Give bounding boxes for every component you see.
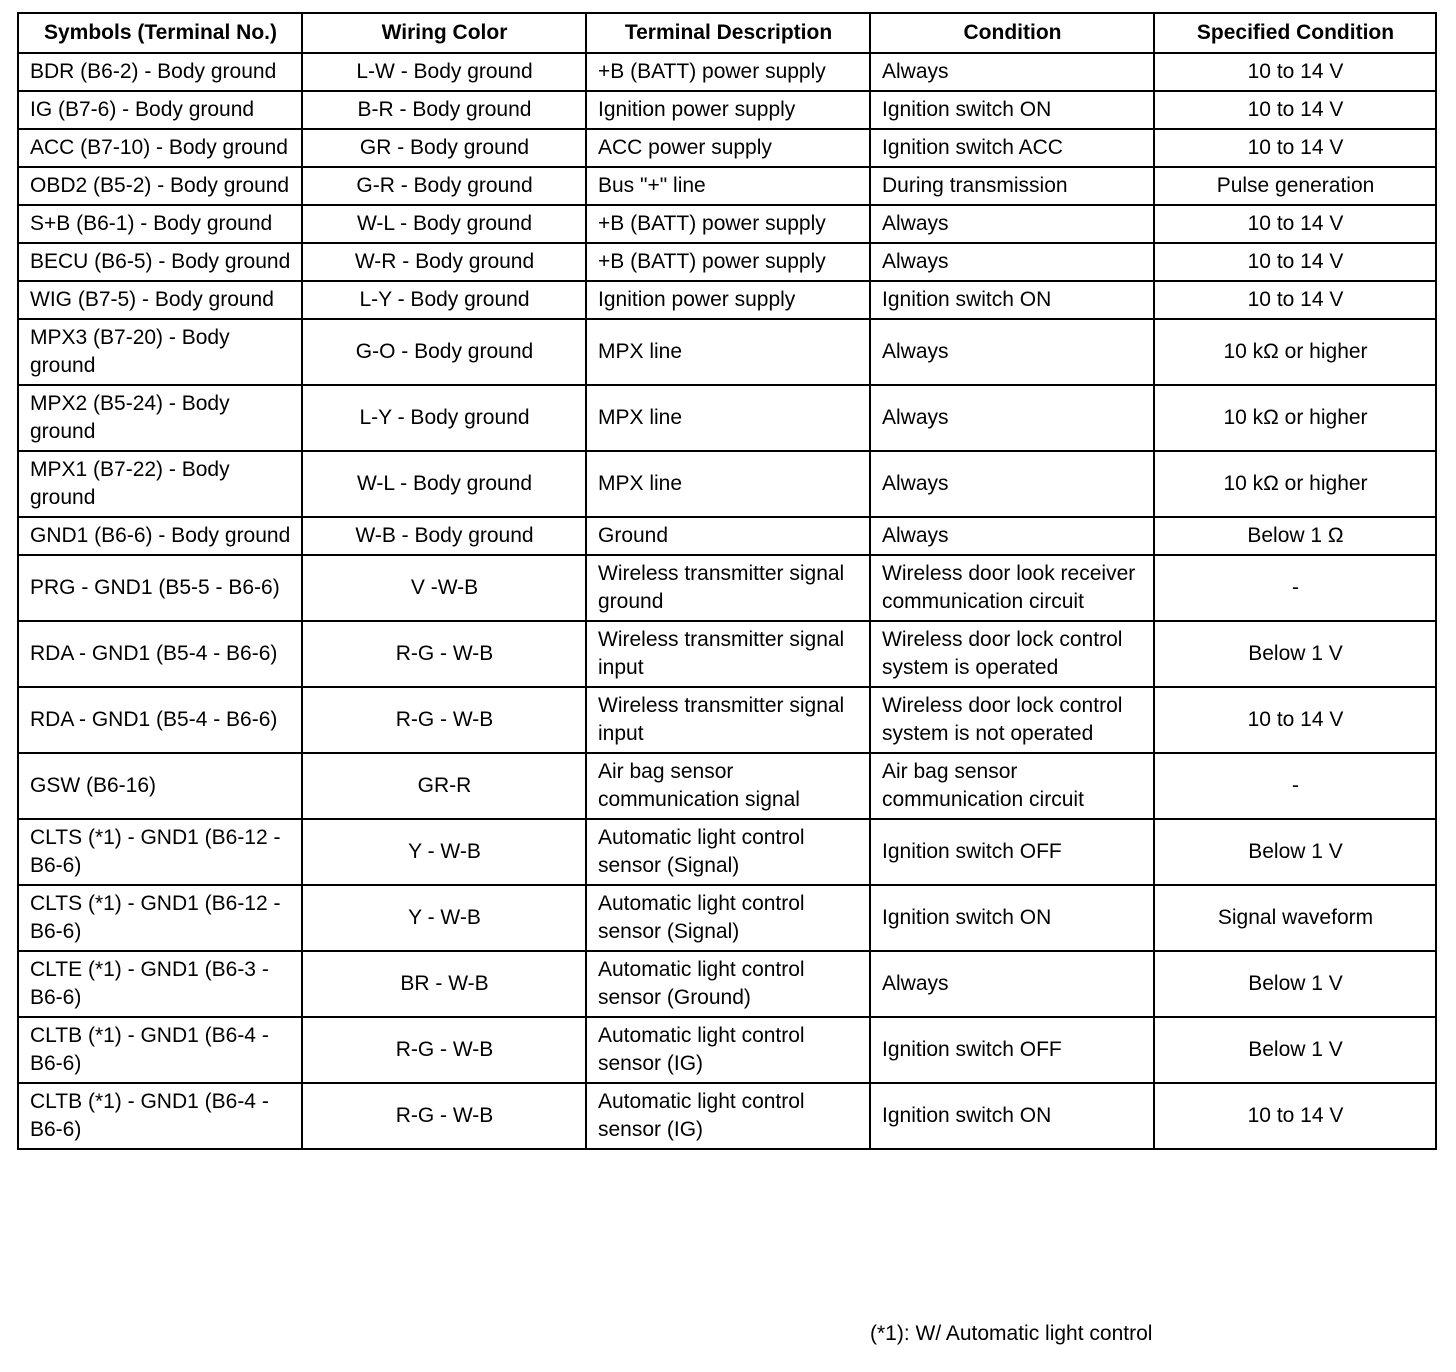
terminal-description-cell: Automatic light control sensor (IG) (586, 1083, 870, 1149)
condition-cell: Always (870, 951, 1154, 1017)
table-row (18, 91, 1436, 129)
terminal-description-cell: MPX line (586, 319, 870, 385)
table-row (18, 451, 1436, 517)
specified-condition-cell: 10 to 14 V (1154, 205, 1436, 243)
terminal-description-cell: +B (BATT) power supply (586, 53, 870, 91)
symbols-cell: WIG (B7-5) - Body ground (18, 281, 302, 319)
terminal-description-cell: Ground (586, 517, 870, 555)
header-wiring-color: Wiring Color (302, 13, 586, 53)
condition-cell: Always (870, 53, 1154, 91)
symbols-cell: ACC (B7-10) - Body ground (18, 129, 302, 167)
wiring-color-cell: R-G - W-B (302, 1083, 586, 1149)
wiring-color-cell: W-B - Body ground (302, 517, 586, 555)
condition-cell: Wireless door look receiver communication circuit (870, 555, 1154, 621)
specified-condition-cell: 10 to 14 V (1154, 53, 1436, 91)
wiring-color-cell: Y - W-B (302, 819, 586, 885)
footnote: (*1): W/ Automatic light control (870, 1322, 1153, 1345)
header-specified-condition: Specified Condition (1154, 13, 1436, 53)
header-condition: Condition (870, 13, 1154, 53)
symbols-cell: BDR (B6-2) - Body ground (18, 53, 302, 91)
terminal-description-cell: Bus "+" line (586, 167, 870, 205)
table-row (18, 687, 1436, 753)
condition-cell: Ignition switch ON (870, 1083, 1154, 1149)
wiring-color-cell: V -W-B (302, 555, 586, 621)
specified-condition-cell: 10 kΩ or higher (1154, 385, 1436, 451)
wiring-color-cell: W-L - Body ground (302, 205, 586, 243)
specified-condition-cell: 10 to 14 V (1154, 243, 1436, 281)
condition-cell: Wireless door lock control system is operated (870, 621, 1154, 687)
symbols-cell: CLTE (*1) - GND1 (B6-3 - B6-6) (18, 951, 302, 1017)
wiring-color-cell: R-G - W-B (302, 687, 586, 753)
condition-cell: Always (870, 205, 1154, 243)
symbols-cell: RDA - GND1 (B5-4 - B6-6) (18, 687, 302, 753)
wiring-color-cell: Y - W-B (302, 885, 586, 951)
condition-cell: Always (870, 319, 1154, 385)
table-row (18, 167, 1436, 205)
table-row (18, 819, 1436, 885)
table-row (18, 243, 1436, 281)
header-row (18, 13, 1436, 53)
wiring-color-cell: G-O - Body ground (302, 319, 586, 385)
specified-condition-cell: 10 kΩ or higher (1154, 319, 1436, 385)
wiring-color-cell: GR - Body ground (302, 129, 586, 167)
terminal-description-cell: Ignition power supply (586, 91, 870, 129)
table-body (18, 53, 1436, 1149)
table-row (18, 319, 1436, 385)
specified-condition-cell: - (1154, 753, 1436, 819)
table-row (18, 129, 1436, 167)
wiring-color-cell: R-G - W-B (302, 621, 586, 687)
specified-condition-cell: Below 1 V (1154, 621, 1436, 687)
symbols-cell: MPX1 (B7-22) - Body ground (18, 451, 302, 517)
terminal-description-cell: MPX line (586, 385, 870, 451)
terminal-description-cell: Automatic light control sensor (IG) (586, 1017, 870, 1083)
symbols-cell: CLTS (*1) - GND1 (B6-12 - B6-6) (18, 819, 302, 885)
specified-condition-cell: Pulse generation (1154, 167, 1436, 205)
specified-condition-cell: 10 kΩ or higher (1154, 451, 1436, 517)
table-row (18, 1083, 1436, 1149)
terminal-description-cell: +B (BATT) power supply (586, 205, 870, 243)
condition-cell: Ignition switch ON (870, 91, 1154, 129)
condition-cell: During transmission (870, 167, 1154, 205)
table-row (18, 53, 1436, 91)
wiring-color-cell: W-R - Body ground (302, 243, 586, 281)
table-row (18, 385, 1436, 451)
symbols-cell: MPX2 (B5-24) - Body ground (18, 385, 302, 451)
table-row (18, 753, 1436, 819)
table-row (18, 1017, 1436, 1083)
specified-condition-cell: Below 1 V (1154, 1017, 1436, 1083)
symbols-cell: CLTB (*1) - GND1 (B6-4 - B6-6) (18, 1017, 302, 1083)
condition-cell: Ignition switch ON (870, 885, 1154, 951)
wiring-color-cell: R-G - W-B (302, 1017, 586, 1083)
terminal-description-cell: Automatic light control sensor (Ground) (586, 951, 870, 1017)
terminal-description-cell: Air bag sensor communication signal (586, 753, 870, 819)
symbols-cell: BECU (B6-5) - Body ground (18, 243, 302, 281)
symbols-cell: S+B (B6-1) - Body ground (18, 205, 302, 243)
terminal-description-cell: Wireless transmitter signal input (586, 621, 870, 687)
condition-cell: Always (870, 517, 1154, 555)
table-row (18, 517, 1436, 555)
condition-cell: Wireless door lock control system is not operated (870, 687, 1154, 753)
wiring-color-cell: G-R - Body ground (302, 167, 586, 205)
wiring-color-cell: BR - W-B (302, 951, 586, 1017)
header-symbols: Symbols (Terminal No.) (18, 13, 302, 53)
table-row (18, 621, 1436, 687)
terminal-description-cell: MPX line (586, 451, 870, 517)
specified-condition-cell: Below 1 Ω (1154, 517, 1436, 555)
condition-cell: Ignition switch ON (870, 281, 1154, 319)
table-row (18, 555, 1436, 621)
specified-condition-cell: Signal waveform (1154, 885, 1436, 951)
terminal-description-cell: Ignition power supply (586, 281, 870, 319)
specified-condition-cell: - (1154, 555, 1436, 621)
symbols-cell: OBD2 (B5-2) - Body ground (18, 167, 302, 205)
wiring-color-cell: B-R - Body ground (302, 91, 586, 129)
symbols-cell: PRG - GND1 (B5-5 - B6-6) (18, 555, 302, 621)
terminal-spec-table (17, 12, 1437, 1150)
header-terminal-description: Terminal Description (586, 13, 870, 53)
specified-condition-cell: 10 to 14 V (1154, 129, 1436, 167)
wiring-color-cell: L-Y - Body ground (302, 385, 586, 451)
condition-cell: Ignition switch OFF (870, 1017, 1154, 1083)
condition-cell: Always (870, 243, 1154, 281)
wiring-color-cell: W-L - Body ground (302, 451, 586, 517)
condition-cell: Ignition switch ACC (870, 129, 1154, 167)
terminal-description-cell: Wireless transmitter signal input (586, 687, 870, 753)
terminal-description-cell: +B (BATT) power supply (586, 243, 870, 281)
table-row (18, 885, 1436, 951)
terminal-description-cell: ACC power supply (586, 129, 870, 167)
wiring-color-cell: L-Y - Body ground (302, 281, 586, 319)
symbols-cell: GND1 (B6-6) - Body ground (18, 517, 302, 555)
terminal-description-cell: Automatic light control sensor (Signal) (586, 885, 870, 951)
symbols-cell: GSW (B6-16) (18, 753, 302, 819)
table-row (18, 281, 1436, 319)
condition-cell: Air bag sensor communication circuit (870, 753, 1154, 819)
symbols-cell: CLTB (*1) - GND1 (B6-4 - B6-6) (18, 1083, 302, 1149)
table-row (18, 205, 1436, 243)
terminal-description-cell: Automatic light control sensor (Signal) (586, 819, 870, 885)
specified-condition-cell: Below 1 V (1154, 951, 1436, 1017)
specified-condition-cell: 10 to 14 V (1154, 91, 1436, 129)
symbols-cell: CLTS (*1) - GND1 (B6-12 - B6-6) (18, 885, 302, 951)
terminal-description-cell: Wireless transmitter signal ground (586, 555, 870, 621)
specified-condition-cell: Below 1 V (1154, 819, 1436, 885)
specified-condition-cell: 10 to 14 V (1154, 1083, 1436, 1149)
wiring-color-cell: GR-R (302, 753, 586, 819)
condition-cell: Ignition switch OFF (870, 819, 1154, 885)
symbols-cell: IG (B7-6) - Body ground (18, 91, 302, 129)
specified-condition-cell: 10 to 14 V (1154, 281, 1436, 319)
symbols-cell: MPX3 (B7-20) - Body ground (18, 319, 302, 385)
condition-cell: Always (870, 451, 1154, 517)
table-row (18, 951, 1436, 1017)
symbols-cell: RDA - GND1 (B5-4 - B6-6) (18, 621, 302, 687)
condition-cell: Always (870, 385, 1154, 451)
wiring-color-cell: L-W - Body ground (302, 53, 586, 91)
specified-condition-cell: 10 to 14 V (1154, 687, 1436, 753)
